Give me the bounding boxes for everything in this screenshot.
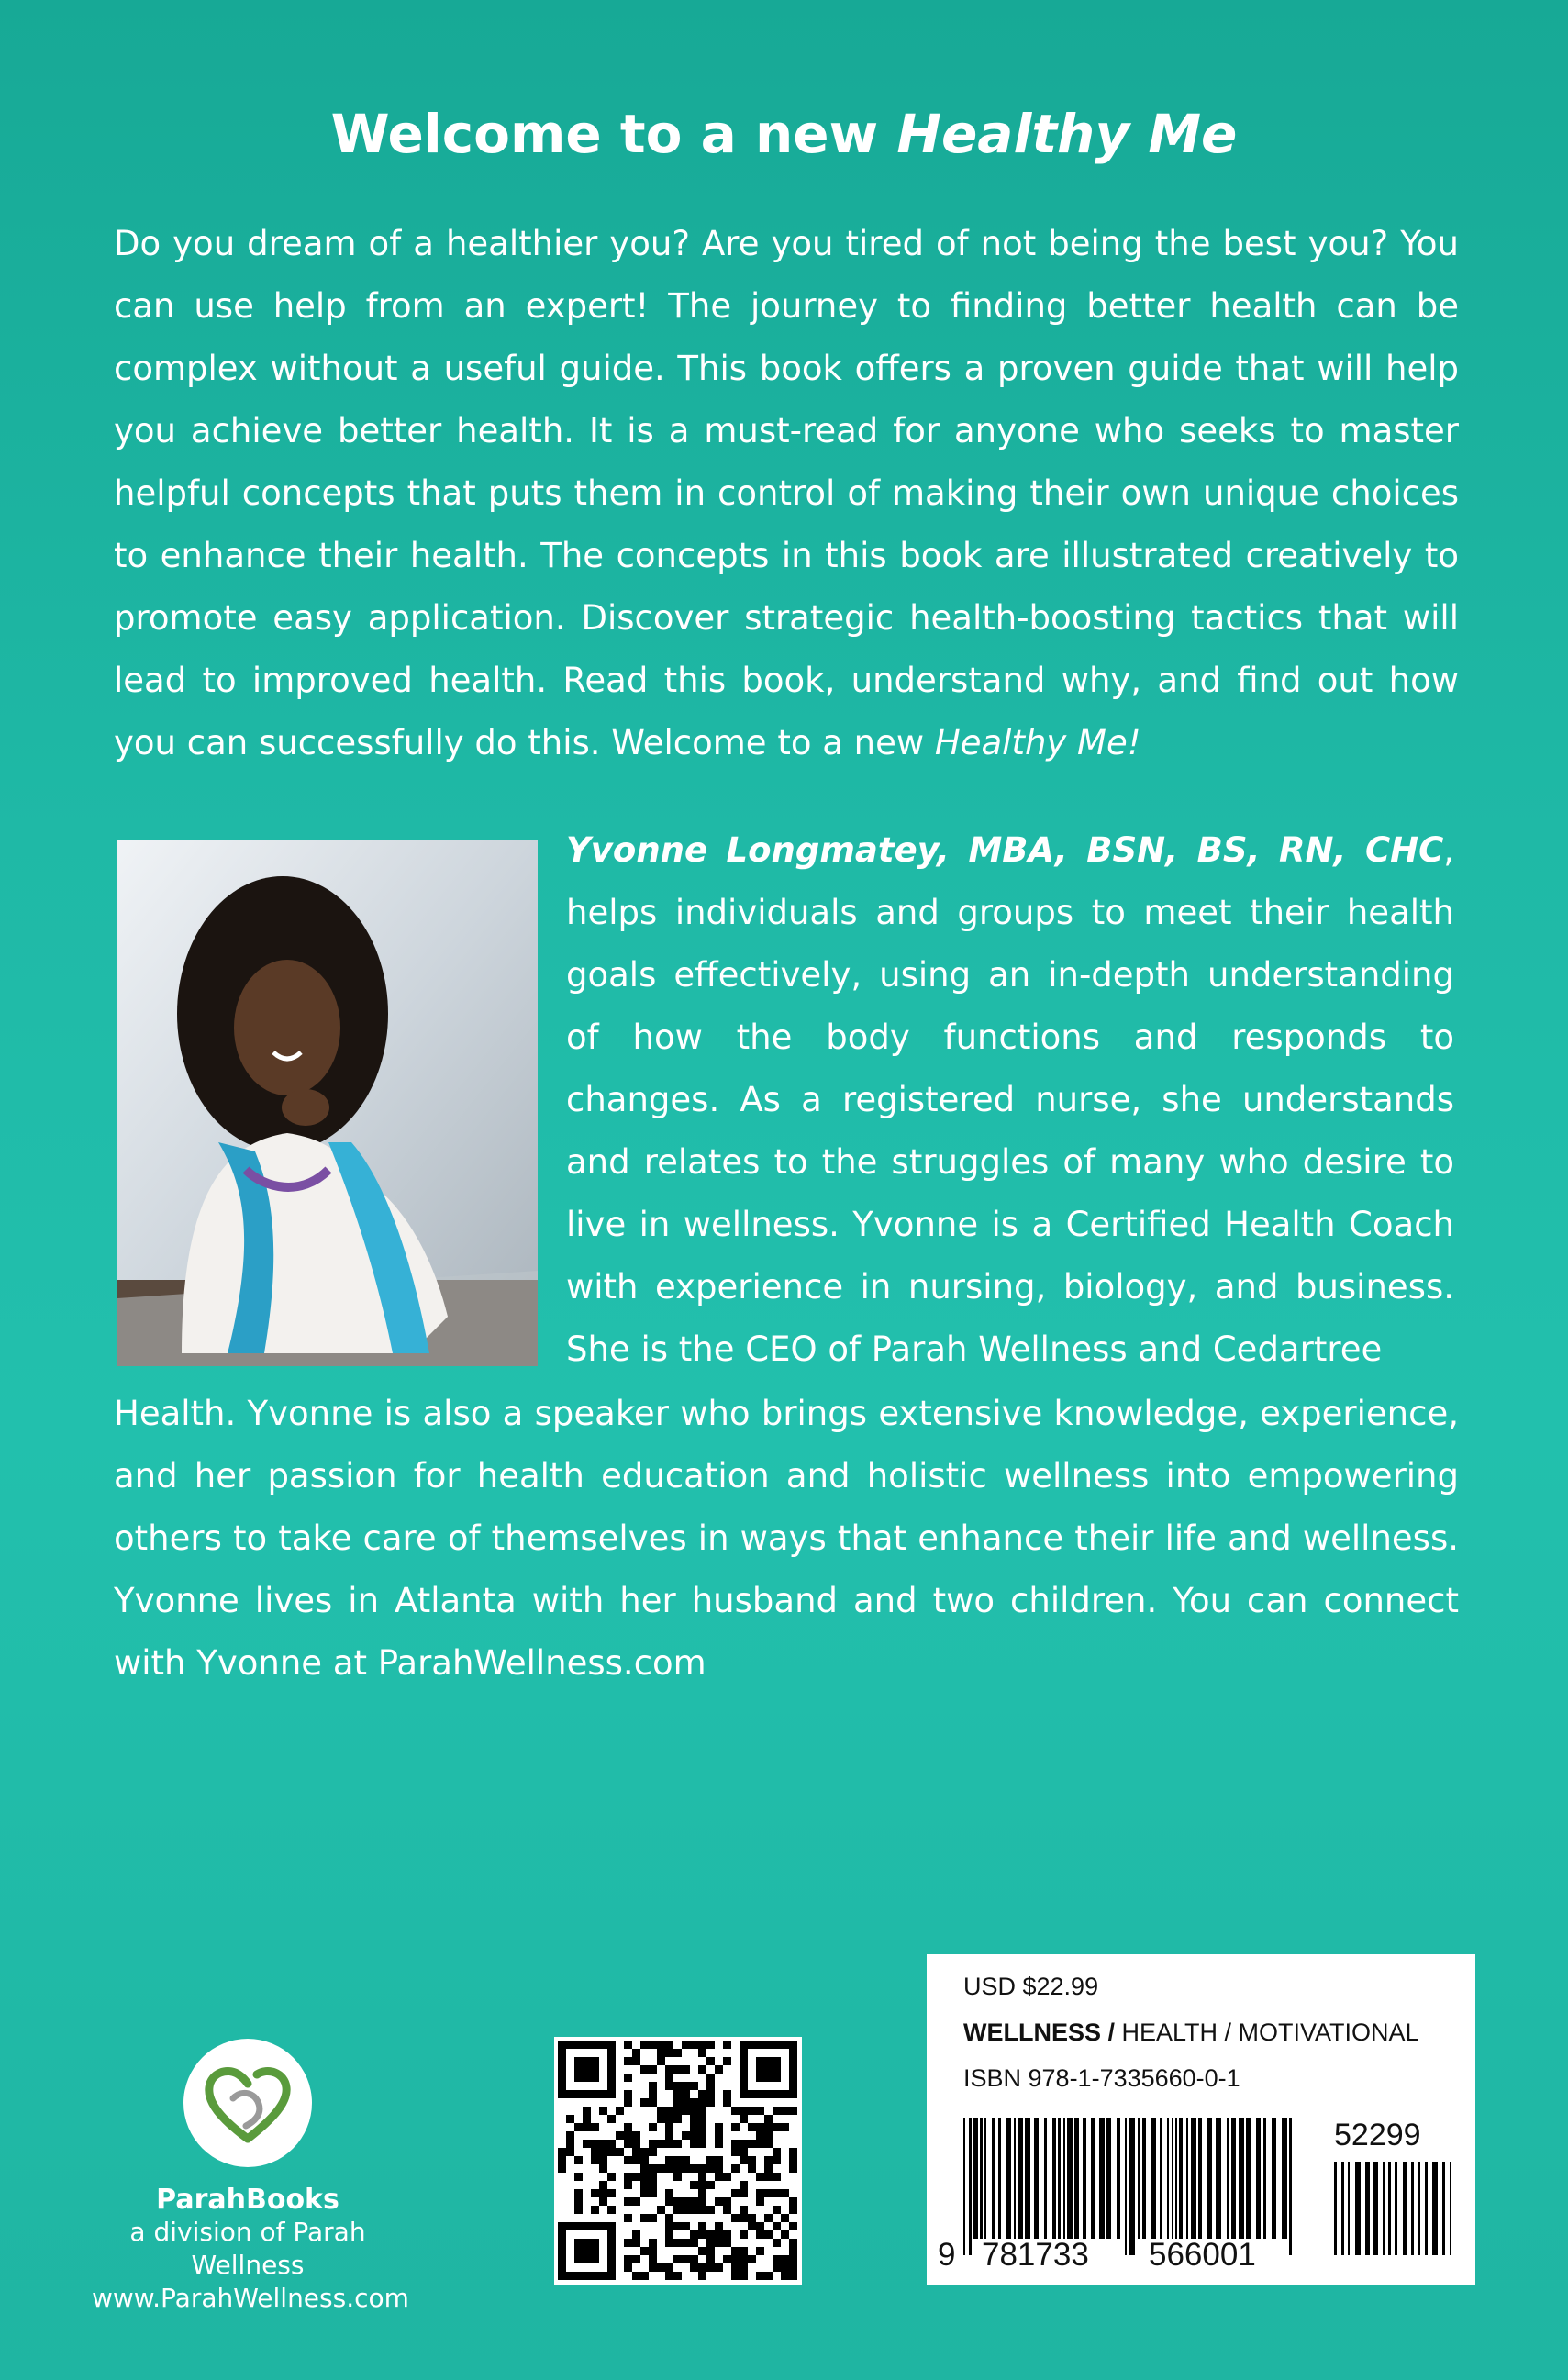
- barcode-digit-first: 9: [938, 2237, 956, 2273]
- author-bio-bottom: Health. Yvonne is also a speaker who brings extensive knowledge, experience, and her passion for health education and holistic wellness into empowering others to take care of themselves in ways that enhance their life and wellness. Yvonne lives in Atlanta with her husband and two children. You can connect with Yvonne at ParahWellness.com: [114, 1394, 1459, 1683]
- publisher-block: [92, 2039, 409, 2315]
- heading-text: Welcome to a new: [330, 103, 897, 165]
- publisher-tagline: a division of Parah Wellness: [129, 2217, 366, 2280]
- price-label: USD $22.99: [963, 1973, 1099, 2000]
- publisher-logo: [183, 2039, 312, 2167]
- barcode-digit-group-1: 781733: [982, 2237, 1089, 2273]
- category-secondary: HEALTH / MOTIVATIONAL: [1115, 2019, 1419, 2046]
- barcode-digit-group-2: 566001: [1149, 2237, 1256, 2273]
- author-photo: [117, 840, 538, 1366]
- isbn-label: ISBN 978-1-7335660-0-1: [963, 2064, 1240, 2092]
- barcode-addon-number: 52299: [1334, 2118, 1421, 2152]
- blurb-text: Do you dream of a healthier you? Are you tired of not being the best you? You can use help from an expert! The journey to finding better health can be complex without a useful guide. This book offers a proven guide that will help you achieve better health. It is a must-read for anyone who seeks to master helpful concepts that puts them in control of making their own unique choices to enhance their health. The concepts in this book are illustrated creatively to promote easy application. Discover strategic health-boosting tactics that will lead to improved health. Read this book, understand why, and find out how you can successfully do this. Welcome to a new: [114, 224, 1459, 762]
- publisher-website[interactable]: www.ParahWellness.com: [92, 2283, 409, 2313]
- book-blurb: [114, 213, 1459, 774]
- author-bio-top: [566, 819, 1454, 1381]
- barcode-icon: [927, 1954, 1475, 2285]
- publisher-name: ParahBooks: [156, 2184, 339, 2216]
- heart-logo-icon: [202, 2062, 294, 2144]
- author-portrait-illustration: [117, 840, 538, 1366]
- qr-code-graphic: [554, 2037, 802, 2285]
- cover-heading: [0, 103, 1568, 165]
- qr-code: [554, 2037, 802, 2285]
- heading-emphasis: Healthy Me: [896, 103, 1238, 165]
- blurb-emphasis: Healthy Me!: [934, 723, 1141, 762]
- barcode-panel: [927, 1954, 1475, 2285]
- author-name: Yvonne Longmatey, MBA, BSN, BS, RN, CHC: [566, 830, 1444, 870]
- category-primary: WELLNESS /: [963, 2019, 1116, 2046]
- author-bio-top-text: , helps individuals and groups to meet their health goals effectively, using an in-depth understanding of how the body functions and responds to changes. As a registered nurse, she understands and relates to the struggles of many who desire to live in wellness. Yvonne is a Certified Health Coach with experience in nursing, biology, and business. She is the CEO of Parah Wellness and Cedartree: [566, 830, 1454, 1369]
